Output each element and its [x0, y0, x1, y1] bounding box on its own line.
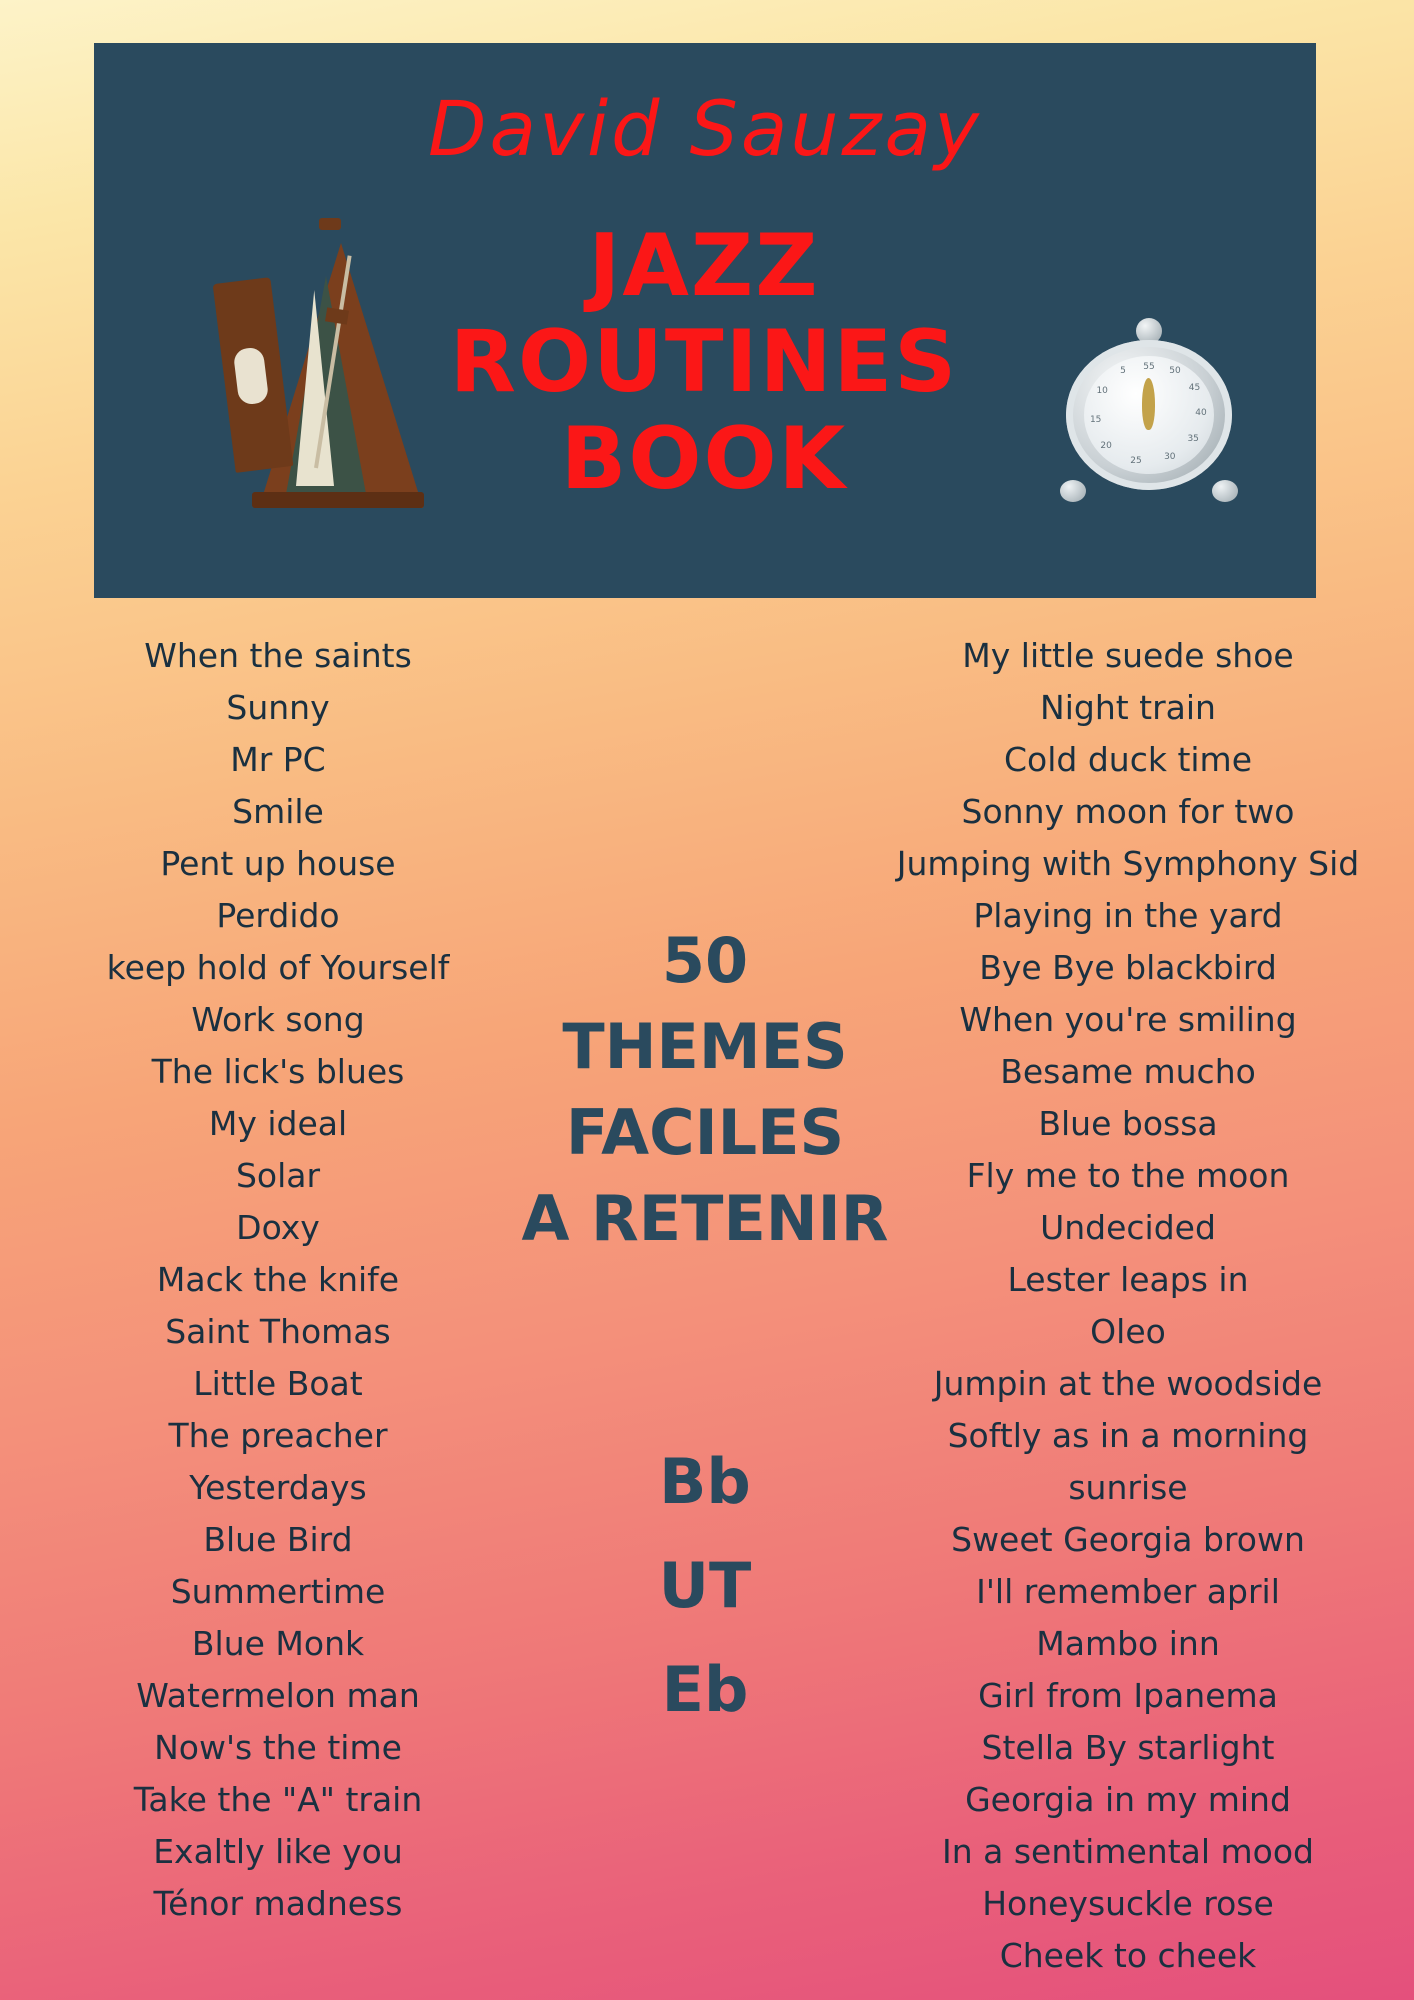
list-item: The lick's blues — [151, 1052, 405, 1091]
timer-tick-3: 40 — [1195, 407, 1207, 418]
list-item: Take the "A" train — [133, 1780, 423, 1819]
list-item: Solar — [235, 1156, 321, 1195]
list-item: Watermelon man — [136, 1676, 420, 1715]
list-item: sunrise — [1068, 1468, 1188, 1507]
list-item: Jumping with Symphony Sid — [896, 844, 1360, 883]
list-item: Sweet Georgia brown — [951, 1520, 1305, 1559]
list-item: Smile — [232, 792, 324, 831]
list-item: Sonny moon for two — [961, 792, 1295, 831]
center-line-3: FACILES — [565, 1096, 845, 1169]
title-line-3: BOOK — [560, 408, 848, 509]
list-item: Stella By starlight — [981, 1728, 1275, 1767]
list-item: Fly me to the moon — [966, 1156, 1290, 1195]
timer-tick-1: 50 — [1169, 366, 1181, 377]
timer-tick-5: 30 — [1164, 452, 1176, 463]
author-name: David Sauzay — [427, 84, 982, 173]
timer-tick-0: 55 — [1143, 361, 1155, 372]
list-item: When the saints — [144, 636, 412, 675]
list-item: My little suede shoe — [962, 636, 1294, 675]
list-item: Besame mucho — [1000, 1052, 1256, 1091]
timer-tick-8: 15 — [1089, 414, 1102, 425]
list-item: Now's the time — [154, 1728, 402, 1767]
center-line-4: A RETENIR — [521, 1182, 889, 1255]
list-item: Saint Thomas — [165, 1312, 391, 1351]
list-item: Doxy — [236, 1208, 320, 1247]
list-item: Perdido — [216, 896, 340, 935]
list-item: Jumpin at the woodside — [933, 1364, 1323, 1403]
list-item: Exaltly like you — [153, 1832, 403, 1871]
list-item: Pent up house — [160, 844, 396, 883]
list-item: Blue Monk — [191, 1624, 365, 1663]
title-line-2: ROUTINES — [449, 312, 959, 413]
list-item: I'll remember april — [976, 1572, 1280, 1611]
center-headline — [470, 918, 940, 1262]
center-line-2: THEMES — [562, 1010, 848, 1083]
list-item: Cheek to cheek — [999, 1936, 1257, 1975]
list-item: Georgia in my mind — [965, 1780, 1291, 1819]
timer-foot-right — [1212, 480, 1238, 502]
list-item: The preacher — [168, 1416, 388, 1455]
timer-tick-4: 35 — [1187, 433, 1199, 444]
list-item: Playing in the yard — [973, 896, 1283, 935]
list-item: Summertime — [170, 1572, 386, 1611]
timer-hand — [1142, 378, 1155, 430]
list-item: Mack the knife — [156, 1260, 400, 1299]
timer-tick-7: 20 — [1100, 440, 1112, 451]
timer-tick-6: 25 — [1130, 456, 1142, 467]
metronome-top — [319, 218, 341, 230]
title-line-1: JAZZ — [588, 216, 820, 316]
kitchen-timer-icon — [1054, 318, 1244, 508]
timer-tick-10: 5 — [1120, 366, 1126, 377]
center-line-1: 50 — [661, 924, 749, 997]
list-item: Mambo inn — [1036, 1624, 1220, 1663]
list-item: Mr PC — [230, 740, 326, 779]
timer-tick-9: 10 — [1096, 386, 1108, 397]
list-item: Little Boat — [193, 1364, 363, 1403]
center-keys — [470, 1430, 940, 1742]
key-bb: Bb — [659, 1445, 751, 1518]
list-item: Cold duck time — [1004, 740, 1252, 779]
key-ut: UT — [658, 1549, 752, 1622]
list-item: Girl from Ipanema — [978, 1676, 1278, 1715]
list-item: Work song — [191, 1000, 365, 1039]
list-item: Blue bossa — [1038, 1104, 1218, 1143]
list-item: When you're smiling — [959, 1000, 1297, 1039]
list-item: Yesterdays — [189, 1468, 367, 1507]
list-item: Lester leaps in — [1007, 1260, 1249, 1299]
list-item: keep hold of Yourself — [106, 948, 450, 987]
list-item: Bye Bye blackbird — [979, 948, 1277, 987]
timer-tick-2: 45 — [1188, 382, 1201, 393]
header-banner — [94, 43, 1316, 598]
list-item: In a sentimental mood — [941, 1832, 1315, 1871]
song-list-left — [18, 630, 538, 1930]
list-item: Sunny — [226, 688, 330, 727]
list-item: Undecided — [1040, 1208, 1216, 1247]
list-item: Ténor madness — [153, 1884, 403, 1923]
metronome-base — [252, 492, 424, 508]
poster-title — [394, 218, 1014, 507]
metronome-icon — [214, 218, 424, 508]
list-item: Honeysuckle rose — [982, 1884, 1274, 1923]
list-item: Blue Bird — [203, 1520, 353, 1559]
song-list-right — [848, 630, 1408, 1982]
key-eb: Eb — [661, 1653, 749, 1726]
list-item: Softly as in a morning — [947, 1416, 1309, 1455]
list-item: Night train — [1040, 688, 1216, 727]
list-item: Oleo — [1090, 1312, 1166, 1351]
timer-foot-left — [1060, 480, 1086, 502]
list-item: My ideal — [208, 1104, 348, 1143]
